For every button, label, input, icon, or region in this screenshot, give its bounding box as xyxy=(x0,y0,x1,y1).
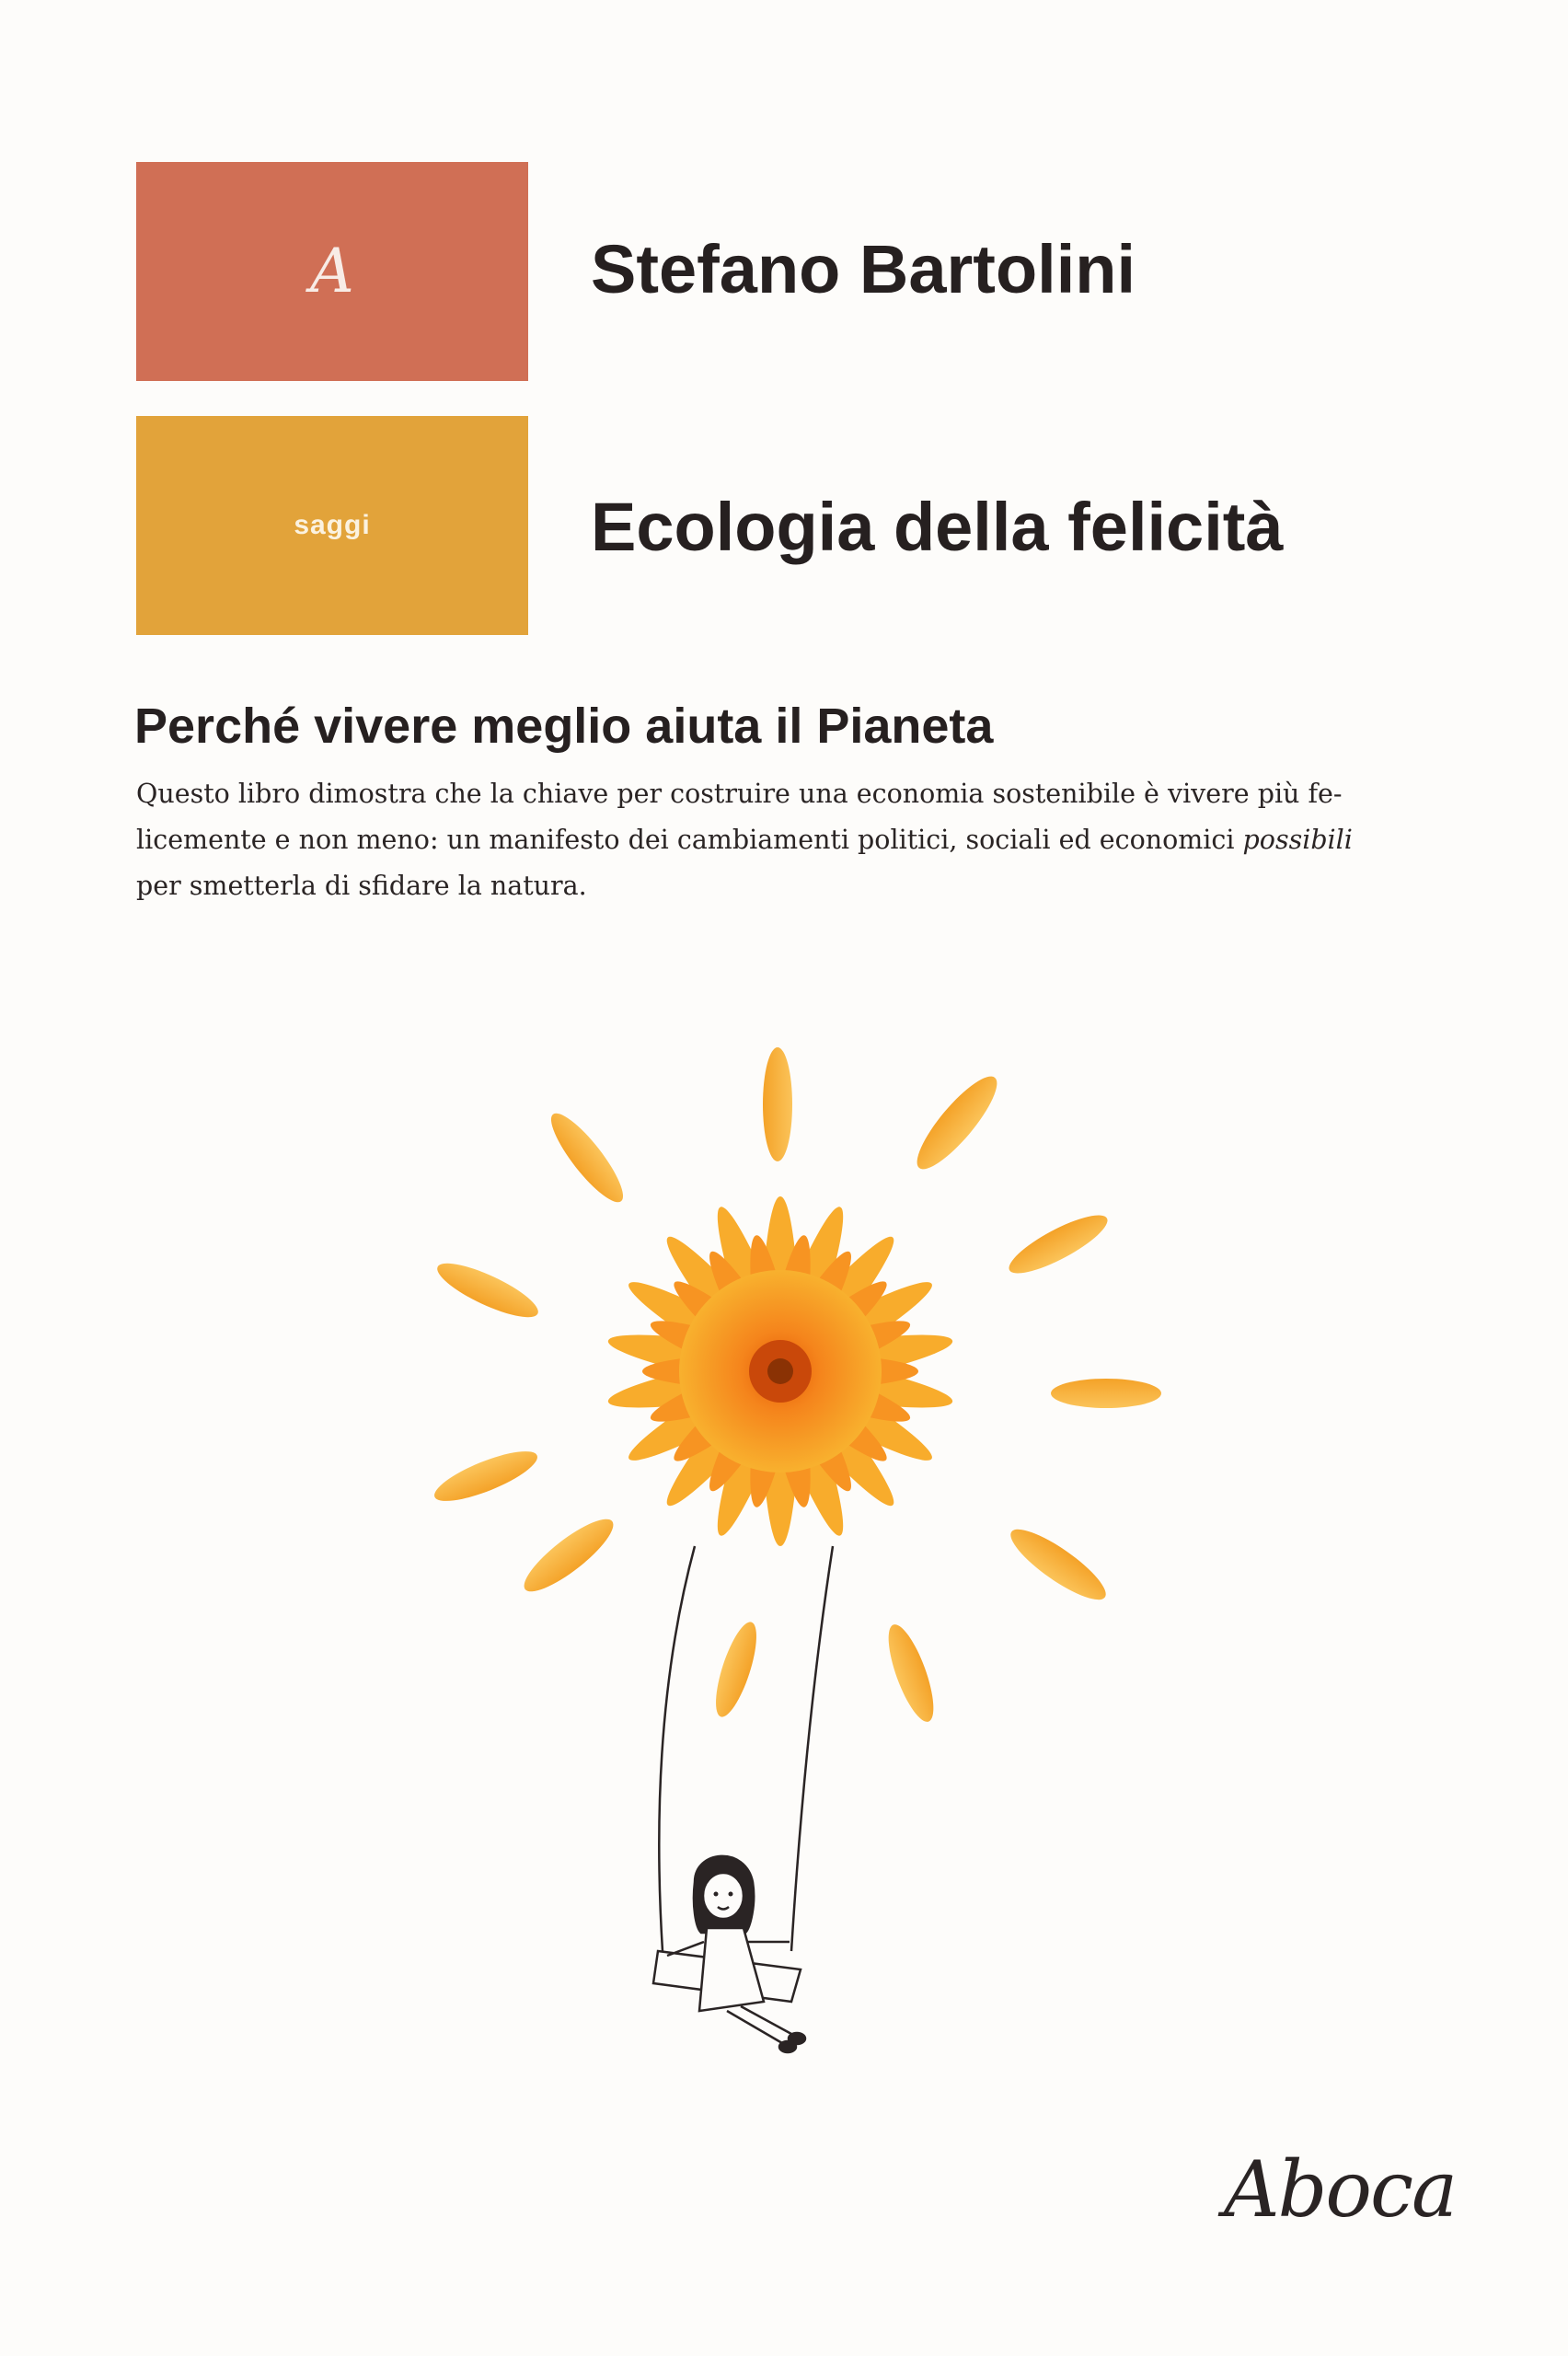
petal xyxy=(1002,1519,1113,1611)
petal xyxy=(763,1047,792,1161)
petal xyxy=(708,1618,765,1721)
blurb-line-2 xyxy=(136,817,1443,863)
cover-blurb xyxy=(136,771,1443,909)
cover-illustration xyxy=(386,1022,1196,2089)
publisher-logo: Aboca xyxy=(1224,2144,1457,2235)
series-label: saggi xyxy=(294,510,371,540)
blurb-line-3: per smetterla di sfidare la natura. xyxy=(136,871,587,901)
series-logo: A xyxy=(310,236,354,306)
petal xyxy=(1003,1206,1114,1284)
petal xyxy=(429,1442,542,1511)
book-subtitle: Perché vivere meglio aiuta il Pianeta xyxy=(134,699,994,754)
petal xyxy=(432,1253,544,1327)
series-label-box xyxy=(136,416,528,635)
book-title: Ecologia della felicità xyxy=(591,489,1284,565)
petal xyxy=(880,1620,942,1727)
flower-icon xyxy=(605,1196,956,1546)
girl-on-swing-icon xyxy=(653,1856,805,2052)
blurb-line-1: Questo libro dimostra che la chiave per costruire una economia sostenibile è vivere più fe- xyxy=(136,779,1343,809)
petal xyxy=(515,1509,621,1602)
author-name: Stefano Bartolini xyxy=(591,231,1136,307)
series-logo-box xyxy=(136,162,528,381)
petal xyxy=(1051,1379,1161,1408)
petal xyxy=(906,1067,1008,1178)
blurb-emphasis: possibili xyxy=(1242,825,1353,855)
blurb-line-2-text: licemente e non meno: un manifesto dei cambiamenti politici, sociali ed economici xyxy=(136,825,1243,855)
petal xyxy=(541,1105,632,1210)
